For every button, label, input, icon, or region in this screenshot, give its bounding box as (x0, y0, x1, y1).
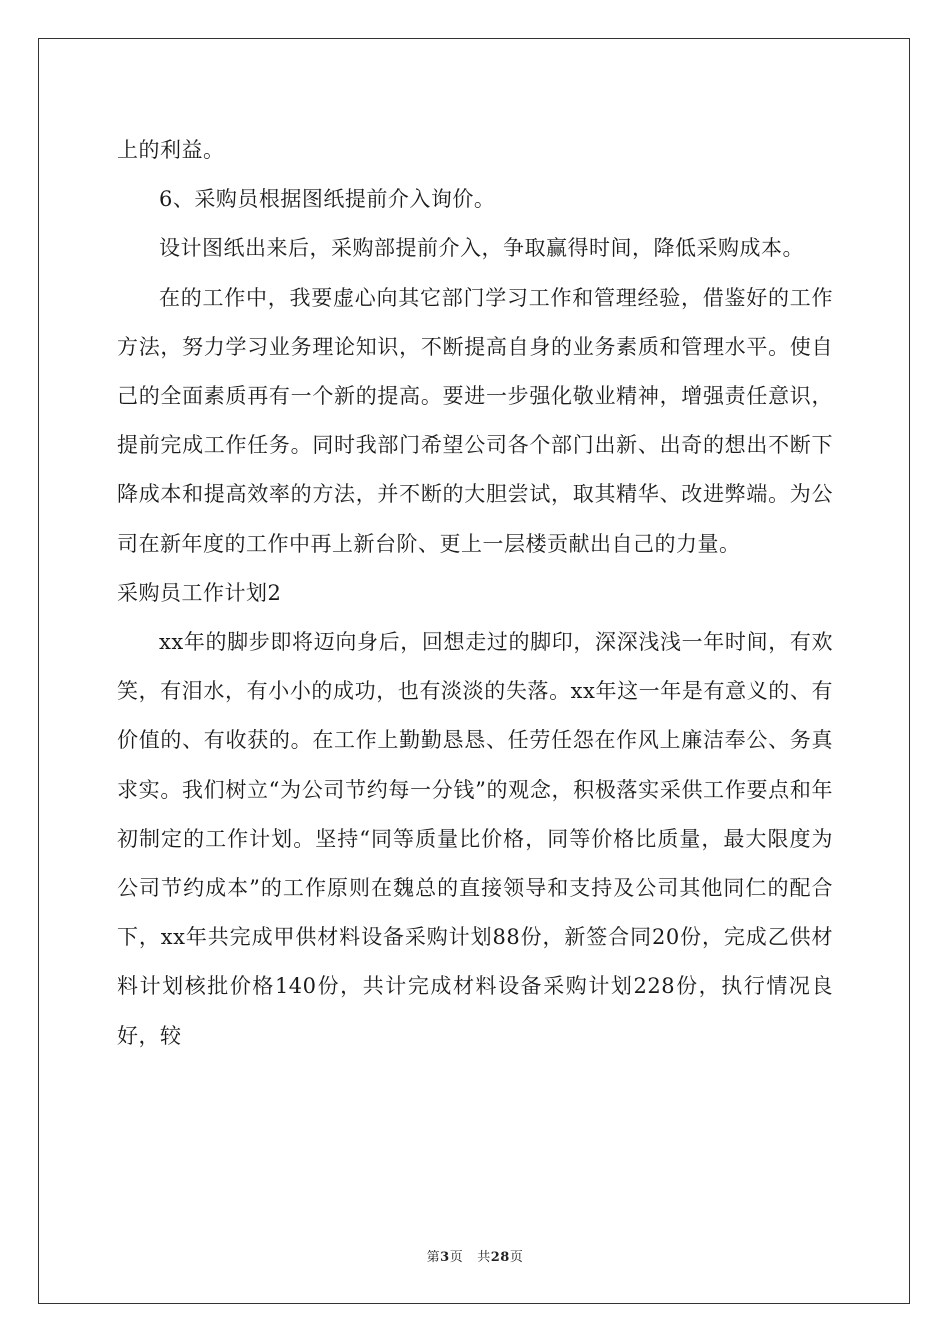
footer-total-prefix: 共 (477, 1250, 491, 1265)
footer-prefix: 第 (426, 1250, 441, 1265)
page-number: 3 (440, 1250, 450, 1265)
paragraph: 上的利益。 (117, 138, 225, 162)
footer-page-suffix: 页 (449, 1250, 464, 1265)
paragraph: 设计图纸出来后，采购部提前介入，争取赢得时间，降低采购成本。 (159, 236, 804, 261)
page-footer (0, 1246, 950, 1265)
paragraph: 6、采购员根据图纸提前介入询价。 (159, 187, 496, 212)
total-pages: 28 (490, 1250, 510, 1265)
paragraph: xx年的脚步即将迈向身后，回想走过的脚印，深深浅浅一年时间，有欢笑，有泪水，有小小的成功，也有淡淡的失落。xx年这一年是有意义的、有价值的、有收获的。在工作上勤勤恳恳、任劳任怨在作风上廉洁奉公、务真求实。我们树立“为公司节约每一分钱”的观念，积极落实采供工作要点和年初制定的工作计划。坚持“同等质量比价格，同等价格比质量，最大限度为公司节约成本”的工作原则在魏总的直接领导和支持及公司其他同仁的配合下，xx年共完成甲供材料设备采购计划88份，新签合同20份，完成乙供材料计划核批价格140份，共计完成材料设备采购计划228份，执行情况良好，较 (117, 630, 833, 1048)
paragraph: 在的工作中，我要虚心向其它部门学习工作和管理经验，借鉴好的工作方法，努力学习业务理论知识，不断提高自身的业务素质和管理水平。使自己的全面素质再有一个新的提高。要进一步强化敬业精神，增强责任意识，提前完成工作任务。同时我部门希望公司各个部门出新、出奇的想出不断下降成本和提高效率的方法，并不断的大胆尝试，取其精华、改进弊端。为公司在新年度的工作中再上新台阶、更上一层楼贡献出自己的力量。 (117, 285, 833, 556)
section-heading: 采购员工作计划2 (117, 580, 282, 605)
footer-total-suffix: 页 (509, 1250, 524, 1265)
document-body (117, 126, 833, 1061)
